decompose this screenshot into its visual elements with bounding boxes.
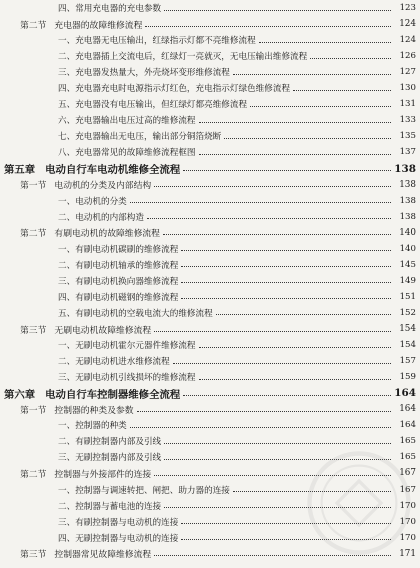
toc-entry-title: 一、充电器无电压输出，红绿指示灯都不亮维修流程 [58, 36, 256, 47]
dot-leader [183, 170, 391, 171]
toc-entry-item [0, 257, 420, 273]
toc-entry-title: 四、常用充电器的充电参数 [58, 4, 162, 14]
toc-entry-section [0, 465, 420, 481]
toc-entry-item [0, 241, 420, 257]
toc-page-number: 171 [399, 548, 416, 559]
toc-entry-title: 一、控制器与调速转把、闸把、助力器的连接 [58, 485, 230, 496]
toc-entry-item [0, 498, 420, 514]
toc-entry-title: 三、充电器发热量大，外壳烧坏变形维修流程 [58, 68, 230, 79]
toc-page-number: 138 [399, 179, 416, 190]
dot-leader [233, 491, 391, 492]
toc-entry-title: 六、充电器输出电压过高的维修流程 [58, 116, 196, 127]
toc-page-number: 145 [399, 259, 416, 270]
toc-page-number: 164 [399, 420, 416, 431]
toc-entry-item [0, 305, 420, 321]
dot-leader [163, 234, 391, 235]
toc-entry-title: 有刷电动机的故障维修流程 [54, 229, 160, 240]
toc-page-number: 165 [399, 452, 416, 463]
toc-page-number: 157 [399, 356, 416, 367]
toc-entry-title: 电动自行车电动机维修全流程 [45, 164, 181, 176]
dot-leader [181, 266, 391, 267]
toc-page-number: 164 [394, 387, 416, 400]
toc-entry-item [0, 417, 420, 433]
toc-entry-item [0, 144, 420, 160]
toc-page-number: 154 [399, 324, 416, 334]
toc-entry-title: 二、有刷电动机轴承的维修流程 [58, 260, 179, 271]
toc-entry-label: 第一节 [20, 181, 47, 192]
dot-leader [216, 314, 391, 315]
toc-entry-label: 第三节 [20, 325, 47, 336]
toc-page-number: 124 [399, 19, 416, 30]
toc-entry-title: 三、有刷控制器与电动机的连接 [58, 517, 179, 528]
toc-page-number: 137 [399, 147, 416, 158]
toc-page-number: 127 [399, 67, 416, 78]
toc-page-number: 135 [399, 131, 416, 142]
toc-entry-title: 一、无刷电动机霍尔元器件维修流程 [58, 341, 196, 352]
toc-page-number: 140 [399, 227, 416, 238]
toc-entry-item [0, 0, 420, 16]
toc-entry-title: 五、充电器没有电压输出，但红绿灯都亮维修流程 [58, 100, 248, 111]
dot-leader [259, 42, 391, 43]
toc-entry-item [0, 433, 420, 449]
toc-entry-title: 电动自行车控制器维修全流程 [45, 388, 181, 401]
dot-leader [199, 122, 391, 123]
toc-page-number: 167 [399, 484, 416, 495]
dot-leader [181, 539, 391, 540]
toc-entry-title: 一、控制器的种类 [58, 421, 127, 432]
toc-entry-title: 二、无刷电动机进水维修流程 [58, 357, 170, 368]
dot-leader [199, 154, 391, 155]
toc-entry-item [0, 96, 420, 112]
dot-leader [164, 443, 391, 444]
dot-leader [147, 218, 391, 219]
toc-entry-item [0, 337, 420, 353]
toc-entry-title: 三、无刷控制器内部及引线 [58, 453, 162, 464]
toc-page-number: 124 [399, 35, 416, 46]
dot-leader [250, 106, 391, 107]
toc-page-number: 130 [399, 83, 416, 94]
toc-page-number: 133 [399, 115, 416, 126]
toc-entry-item [0, 112, 420, 128]
dot-leader [199, 347, 391, 348]
toc-page-number: 138 [399, 211, 416, 222]
toc-entry-item [0, 369, 420, 385]
toc-entry-title: 控制器与外接部件的连接 [54, 469, 152, 480]
toc-entry-item [0, 48, 420, 64]
toc-entry-title: 无刷电动机故障维修流程 [54, 325, 152, 336]
toc-page-number: 138 [399, 195, 416, 206]
toc-entry-section [0, 401, 420, 417]
toc-page-number: 151 [399, 291, 416, 302]
toc-page-number: 126 [399, 51, 416, 62]
dot-leader [224, 138, 391, 139]
toc-entry-title: 二、充电器插上交流电后，红绿灯一亮就灭，无电压输出维修流程 [58, 52, 308, 63]
toc-entry-title: 二、电动机的内部构造 [58, 212, 144, 223]
toc-entry-title: 七、充电器输出无电压，输出部分铜箔烧断 [58, 132, 222, 143]
toc-page-number: 123 [399, 3, 416, 13]
toc-entry-item [0, 449, 420, 465]
toc-entry-item [0, 64, 420, 80]
toc-entry-label: 第三节 [20, 550, 47, 561]
toc-entry-item [0, 353, 420, 369]
toc-entry-item [0, 32, 420, 48]
toc-entry-title: 一、电动机的分类 [58, 196, 127, 207]
toc-entry-title: 四、无刷控制器与电动机的连接 [58, 533, 179, 544]
dot-leader [130, 427, 391, 428]
toc-entry-title: 四、有刷电动机磁钢的维修流程 [58, 292, 179, 303]
toc-entry-title: 三、无刷电动机引线损坏的维修流程 [58, 373, 196, 384]
toc-page-number: 170 [399, 532, 416, 543]
dot-leader [181, 298, 391, 299]
toc-entry-title: 四、充电器充电时电源指示灯红色，充电指示灯绿色维修流程 [58, 84, 291, 95]
toc-entry-chapter [0, 385, 420, 401]
toc-page-number: 140 [399, 243, 416, 254]
toc-entry-item [0, 289, 420, 305]
toc-entry-section [0, 225, 420, 241]
dot-leader [181, 250, 391, 251]
toc-entry-label: 第一节 [20, 405, 47, 416]
toc-entry-section [0, 546, 420, 562]
toc-entry-title: 八、充电器常见的故障维修流程框图 [58, 148, 196, 159]
toc-entry-label: 第二节 [20, 469, 47, 480]
toc-entry-label: 第六章 [4, 388, 36, 401]
toc-entry-title: 五、有刷电动机的空载电流大的维修流程 [58, 308, 213, 319]
dot-leader [183, 395, 391, 396]
dot-leader [145, 26, 391, 27]
dot-leader [173, 363, 391, 364]
toc-page-number: 170 [399, 500, 416, 511]
dot-leader [154, 555, 391, 556]
toc-entry-chapter [0, 161, 420, 177]
toc-entry-section [0, 16, 420, 32]
toc-entry-title: 控制器的种类及参数 [54, 405, 134, 416]
toc-page-number: 149 [399, 275, 416, 286]
toc-entry-label: 第二节 [20, 20, 47, 31]
toc-page-number: 164 [399, 404, 416, 415]
toc-page-number: 159 [399, 372, 416, 383]
toc-page-number: 138 [394, 162, 416, 175]
dot-leader [164, 507, 391, 508]
toc-page-number: 170 [399, 516, 416, 527]
toc-entry-item [0, 128, 420, 144]
toc-page-number: 167 [399, 468, 416, 479]
toc-entry-item [0, 193, 420, 209]
toc-page-number: 154 [399, 340, 416, 351]
toc-entry-label: 第二节 [20, 229, 47, 240]
toc-entry-item [0, 80, 420, 96]
dot-leader [181, 523, 391, 524]
toc-entry-title: 电动机的分类及内部结构 [54, 181, 152, 192]
toc-page-number: 165 [399, 436, 416, 447]
toc-entry-title: 三、有刷电动机换向器维修流程 [58, 276, 179, 287]
dot-leader [233, 74, 391, 75]
toc-page-number: 152 [399, 307, 416, 318]
dot-leader [164, 10, 391, 11]
toc-entry-title: 控制器常见故障维修流程 [54, 550, 152, 561]
toc-entry-section [0, 177, 420, 193]
dot-leader [154, 475, 391, 476]
toc-entry-item [0, 514, 420, 530]
dot-leader [310, 58, 391, 59]
toc-entry-title: 二、有刷控制器内部及引线 [58, 437, 162, 448]
toc-page-number: 131 [399, 99, 416, 110]
toc-entry-title: 一、有刷电动机碳刷的维修流程 [58, 244, 179, 255]
dot-leader [137, 411, 391, 412]
dot-leader [293, 90, 391, 91]
toc-entry-item [0, 482, 420, 498]
toc-entry-item [0, 273, 420, 289]
toc-entry-section [0, 321, 420, 337]
toc-entry-title: 二、控制器与蓄电池的连接 [58, 501, 162, 512]
dot-leader [199, 379, 391, 380]
toc-entry-item [0, 209, 420, 225]
toc-entry-title: 充电器的故障维修流程 [54, 20, 143, 31]
toc-entry-item [0, 530, 420, 546]
dot-leader [164, 459, 391, 460]
dot-leader [181, 282, 391, 283]
dot-leader [154, 331, 391, 332]
toc-entry-label: 第五章 [4, 164, 36, 176]
dot-leader [130, 202, 391, 203]
dot-leader [154, 186, 391, 187]
